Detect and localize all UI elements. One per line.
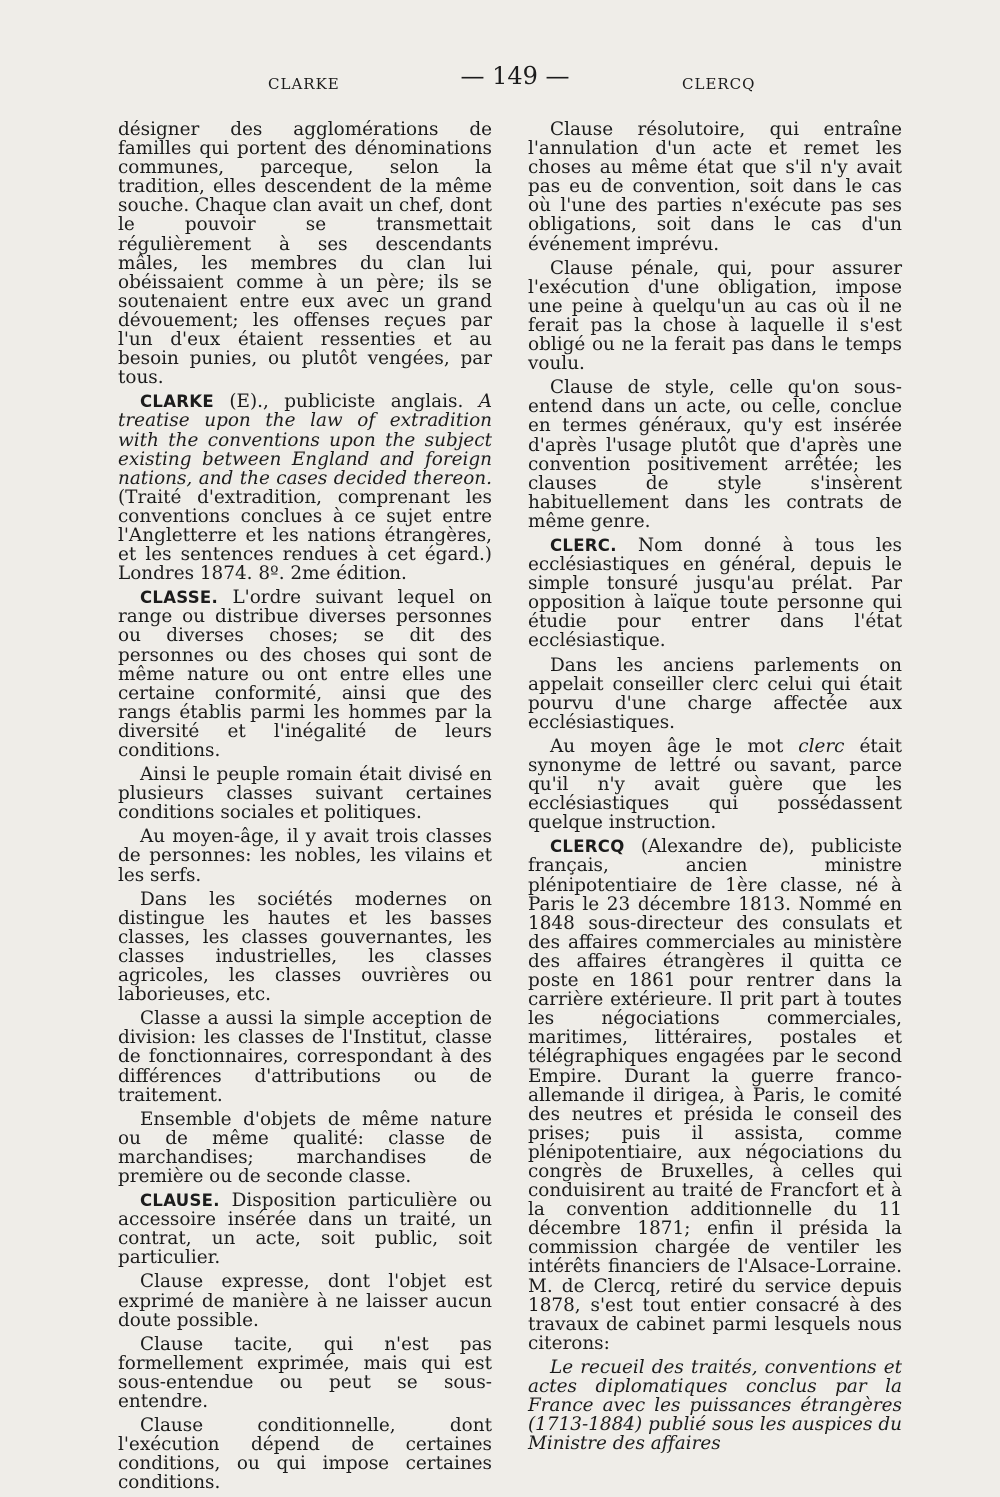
paragraph-clause-penale: Clause pénale, qui, pour assurer l'exécution d'une obligation, impose une peine à quelqu'un au cas où il ne ferait pas la chose à laquelle il s'est obligé ou ne la ferait pas dans le temps voulu. <box>528 257 902 375</box>
entry-clerc: CLERC. Nom donné à tous les ecclésiastiques en général, depuis le simple tonsuré jusqu'au prélat. Par opposition à laïque toute personne qui étudie pour entrer dans l'état ecclésiastique. <box>528 534 902 652</box>
paragraph-clause-de-style: Clause de style, celle qu'on sous-entend dans un acte, ou celle, conclue en termes généraux, qu'y est insérée d'après l'usage plutôt que d'après une convention positivement arrêtée; les clauses de style s'insèrent habituellement dans les contrats de même genre. <box>528 377 902 532</box>
header-left-word: CLARKE <box>268 75 340 93</box>
header-right-word: CLERCQ <box>682 75 756 93</box>
headword-clerc: CLERC. <box>550 535 617 555</box>
headword-clarke: CLARKE <box>140 392 214 412</box>
paragraph-clause-resolutoire: Clause résolutoire, qui entraîne l'annulation d'un acte et remet les choses au même état que s'il n'y avait pas eu de convention, soit dans le cas où l'une des parties n'exécute pas ses obligations, soit dans le cas d'un événement imprévu. <box>528 119 902 255</box>
left-column <box>118 120 492 1497</box>
paragraph-clerc-2: Dans les anciens parlements on appelait conseiller clerc celui qui était pourvu d'une charge affectée aux ecclésiastiques. <box>528 654 902 733</box>
paragraph-clause-3: Clause tacite, qui n'est pas formellement exprimée, mais qui est sous-entendue ou peut se sous-entendre. <box>118 1333 492 1412</box>
entry-clercq: CLERCQ (Alexandre de), publiciste français, ancien ministre plénipotentiaire de 1ère classe, né à Paris le 23 décembre 1813. Nommé en 1848 sous-directeur des consulats et des affaires commerciales au ministère des affaires étrangères il quitta ce poste en 1861 pour rentrer dans la carrière extérieure. Il prit part à toutes les négociations commerciales, maritimes, littéraires, postales et télégraphiques engagées par le second Empire. Durant la guerre franco-allemande il dirigea, à Paris, le comité des neutres et présida le conseil des prises; puis il assista, comme plénipotentiaire, aux négociations du congrès de Bruxelles, à celles qui conduisirent au traité de Francfort et à la convention additionnelle du 11 décembre 1871; enfin il présida la commission chargée de ventiler les intérêts financiers de l'Alsace-Lorraine. M. de Clercq, retiré du service depuis 1878, s'est tout entier consacré à des travaux de cabinet parmi lesquels nous citerons: <box>528 836 902 1354</box>
paragraph-clause-2: Clause expresse, dont l'objet est exprimé de manière à ne laisser aucun doute possible. <box>118 1271 492 1331</box>
entry-clarke: CLARKE (E)., publiciste anglais. A treatise upon the law of extradition with the conventions upon the subject existing between England and foreign nations, and the cases decided thereon. (Traité d'extradition, comprenant les conventions conclues à ce sujet entre l'Angletterre et les nations étrangères, et les sentences rendues à cet égard.) Londres 1874. 8º. 2me édition. <box>118 391 492 585</box>
paragraph-classe-2: Ainsi le peuple romain était divisé en plusieurs classes suivant certaines conditions sociales et politiques. <box>118 764 492 824</box>
headword-classe: CLASSE. <box>140 588 219 608</box>
paragraph-clause-4: Clause conditionnelle, dont l'exécution dépend de certaines conditions, ou qui impose certaines conditions. <box>118 1415 492 1494</box>
paragraph-classe-3: Au moyen-âge, il y avait trois classes de personnes: les nobles, les vilains et les serfs. <box>118 826 492 886</box>
paragraph-clan: désigner des agglomérations de familles qui portent des dénominations communes, parceque, selon la tradition, elles descendent de la même souche. Chaque clan avait un chef, dont le pouvoir se transmettait régulièrement à ses descendants mâles, les membres du clan lui obéissaient comme à un père; ils se soutenaient entre eux avec un grand dévouement; les offenses reçues par l'un d'eux étaient ressenties et au besoin punies, ou plutôt vengées, par tous. <box>118 119 492 389</box>
entry-clause: CLAUSE. Disposition particulière ou accessoire insérée dans un traité, un contrat, un acte, soit public, soit particulier. <box>118 1190 492 1269</box>
running-header <box>0 62 1000 102</box>
book-title-clercq: Le recueil des traités, conventions et actes diplomatiques conclus par la France avec les puissances étrangères (1713-1884) publié sous les auspices du Ministre des affaires <box>528 1356 902 1455</box>
paragraph-classe-6: Ensemble d'objets de même nature ou de même qualité: classe de marchandises; marchandises de première ou de seconde classe. <box>118 1108 492 1187</box>
entry-classe: CLASSE. L'ordre suivant lequel on range ou distribue diverses personnes ou diverses choses; se dit des personnes ou des choses qui sont de même nature ou ont entre elles une certaine conformité, ainsi que des rangs établis parmi les hommes par la diversité et l'inégalité de leurs conditions. <box>118 587 492 761</box>
headword-clercq: CLERCQ <box>550 837 625 857</box>
right-column <box>528 120 902 1458</box>
paragraph-clerc-3: Au moyen âge le mot clerc était synonyme de lettré ou savant, parce qu'il n'y avait guère que les ecclésiastiques qui possédassent quelque instruction. <box>528 735 902 834</box>
paragraph-classe-4: Dans les sociétés modernes on distingue les hautes et les basses classes, les classes gouvernantes, les classes industrielles, les classes agricoles, les classes ouvrières ou laborieuses, etc. <box>118 888 492 1006</box>
headword-clause: CLAUSE. <box>140 1191 220 1211</box>
paragraph-classe-5: Classe a aussi la simple acception de division: les classes de l'Institut, classe de fonctionnaires, correspondant à des différences d'attributions ou de traitement. <box>118 1008 492 1106</box>
page-number: — 149 — <box>460 62 570 90</box>
book-title-clarke: A treatise upon the law of extradition with the conventions upon the subject existing between England and foreign nations, and the cases decided thereon. <box>118 391 492 489</box>
